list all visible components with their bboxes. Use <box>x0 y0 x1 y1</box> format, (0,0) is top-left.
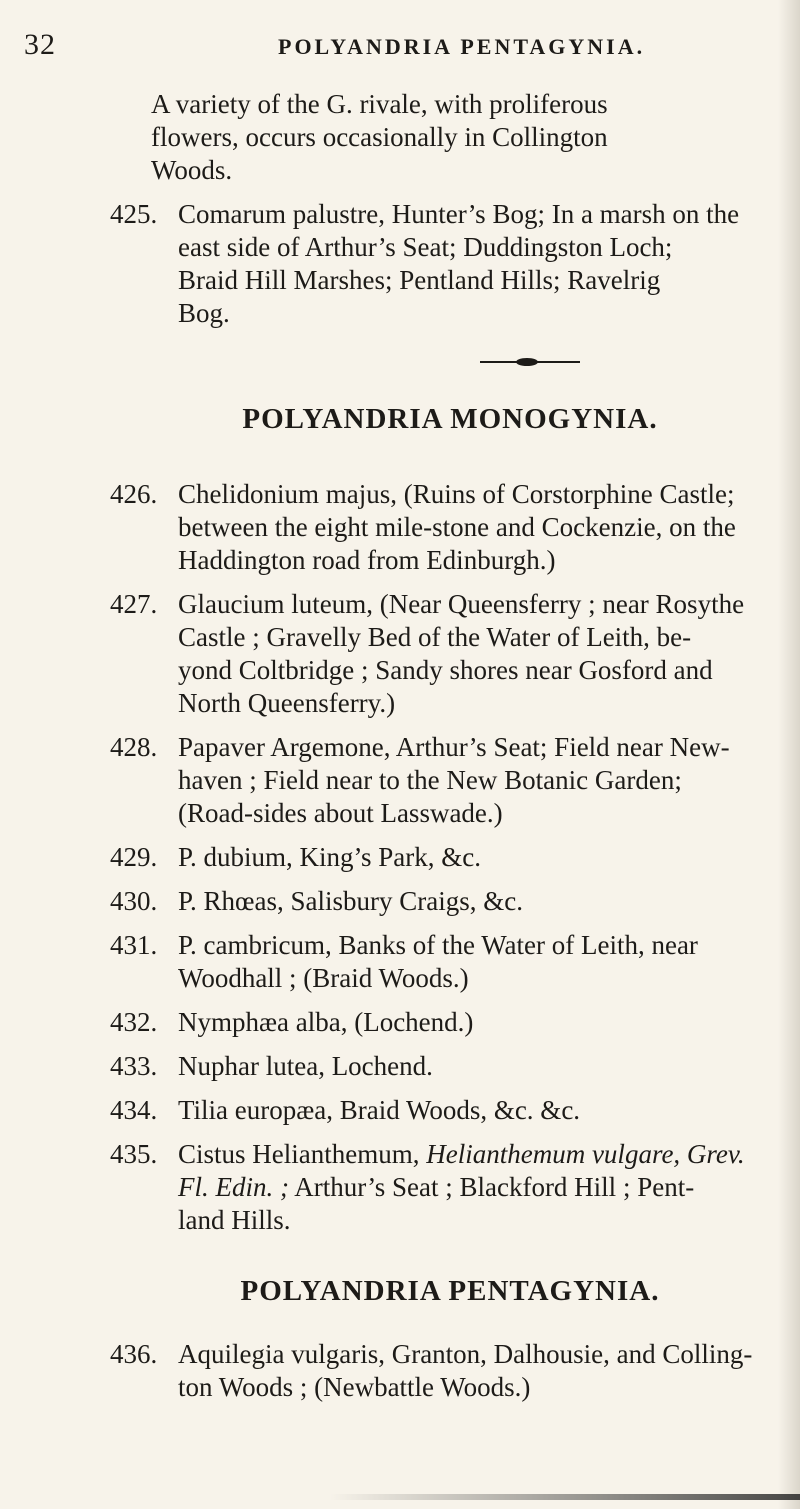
page-header <box>0 28 800 68</box>
entry-line: Braid Hill Marshes; Pentland Hills; Ravelrig <box>178 265 661 295</box>
entry-435 <box>110 1138 790 1237</box>
list-item <box>110 731 790 830</box>
list-item <box>110 929 790 995</box>
entry-line: Nymphæa alba, (Lochend.) <box>178 1007 474 1037</box>
entry-line: between the eight mile-stone and Cockenzie, on the <box>178 512 736 542</box>
entry-italic-text: Fl. Edin. ; <box>178 1172 289 1202</box>
entry-line <box>178 1138 790 1171</box>
entry-number: 426. <box>110 479 158 509</box>
entry-line: Haddington road from Edinburgh.) <box>178 545 556 575</box>
entry-line <box>178 1171 790 1204</box>
entry-line: Aquilegia vulgaris, Granton, Dalhousie, and Colling- <box>178 1339 753 1369</box>
page-body <box>110 88 790 1415</box>
entry-line: yond Coltbridge ; Sandy shores near Gosford and <box>178 655 713 685</box>
entry-line: Woodhall ; (Braid Woods.) <box>178 963 469 993</box>
entry-line: Comarum palustre, Hunter’s Bog; In a marsh on the <box>178 199 740 229</box>
list-item <box>110 478 790 577</box>
intro-paragraph <box>110 88 790 187</box>
divider-ornament <box>480 361 580 363</box>
entry-number: 433. <box>110 1051 158 1081</box>
list-item <box>110 1094 790 1127</box>
entry-italic-text: Helianthemum vulgare, Grev. <box>426 1139 745 1169</box>
intro-line: A variety of the G. rivale, with proliferous <box>151 89 608 119</box>
intro-line: Woods. <box>151 155 233 185</box>
entry-line: Bog. <box>178 298 230 328</box>
entry-number: 425. <box>110 199 158 229</box>
entry-line: east side of Arthur’s Seat; Duddingston Loch; <box>178 232 673 262</box>
list-item <box>110 1338 790 1404</box>
page-number: 32 <box>24 28 56 61</box>
section-divider <box>110 341 790 403</box>
list-item <box>110 885 790 918</box>
entry-line: Papaver Argemone, Arthur’s Seat; Field near New- <box>178 732 730 762</box>
entry-line: Glaucium luteum, (Near Queensferry ; near Rosythe <box>178 589 745 619</box>
entry-number: 430. <box>110 886 158 916</box>
entry-number: 428. <box>110 732 158 762</box>
list-item <box>110 1050 790 1083</box>
entry-line: Chelidonium majus, (Ruins of Corstorphine Castle; <box>178 479 735 509</box>
entry-line: ton Woods ; (Newbattle Woods.) <box>178 1372 531 1402</box>
entry-number: 427. <box>110 589 158 619</box>
list-item <box>110 198 790 330</box>
entry-number: 431. <box>110 930 158 960</box>
list-item <box>110 841 790 874</box>
entry-line: North Queensferry.) <box>178 688 396 718</box>
running-head: POLYANDRIA PENTAGYNIA. <box>278 34 646 59</box>
entry-line: Tilia europæa, Braid Woods, &c. &c. <box>178 1095 581 1125</box>
entry-text: Cistus Helianthemum, <box>178 1139 427 1169</box>
intro-line: flowers, occurs occasionally in Collington <box>151 122 608 152</box>
entry-number: 434. <box>110 1095 158 1125</box>
entry-number: 429. <box>110 842 158 872</box>
entry-line: P. Rhœas, Salisbury Craigs, &c. <box>178 886 524 916</box>
entry-number: 432. <box>110 1007 158 1037</box>
section-heading-monogynia: POLYANDRIA MONOGYNIA. <box>242 403 658 435</box>
entry-line: P. dubium, King’s Park, &c. <box>178 842 482 872</box>
entry-line: haven ; Field near to the New Botanic Garden; <box>178 765 682 795</box>
entry-number: 435. <box>110 1139 158 1169</box>
entry-text: Arthur’s Seat ; Blackford Hill ; Pent- <box>288 1172 695 1202</box>
entry-line: P. cambricum, Banks of the Water of Leith, near <box>178 930 698 960</box>
entry-line: (Road-sides about Lasswade.) <box>178 798 503 828</box>
section-heading-pentagynia: POLYANDRIA PENTAGYNIA. <box>240 1275 660 1307</box>
entry-number: 436. <box>110 1339 158 1369</box>
list-item <box>110 1006 790 1039</box>
entry-line: Nuphar lutea, Lochend. <box>178 1051 433 1081</box>
entry-line: land Hills. <box>178 1205 291 1235</box>
bottom-edge-mark <box>330 1494 800 1500</box>
entry-line: Castle ; Gravelly Bed of the Water of Leith, be- <box>178 622 692 652</box>
list-item <box>110 588 790 720</box>
